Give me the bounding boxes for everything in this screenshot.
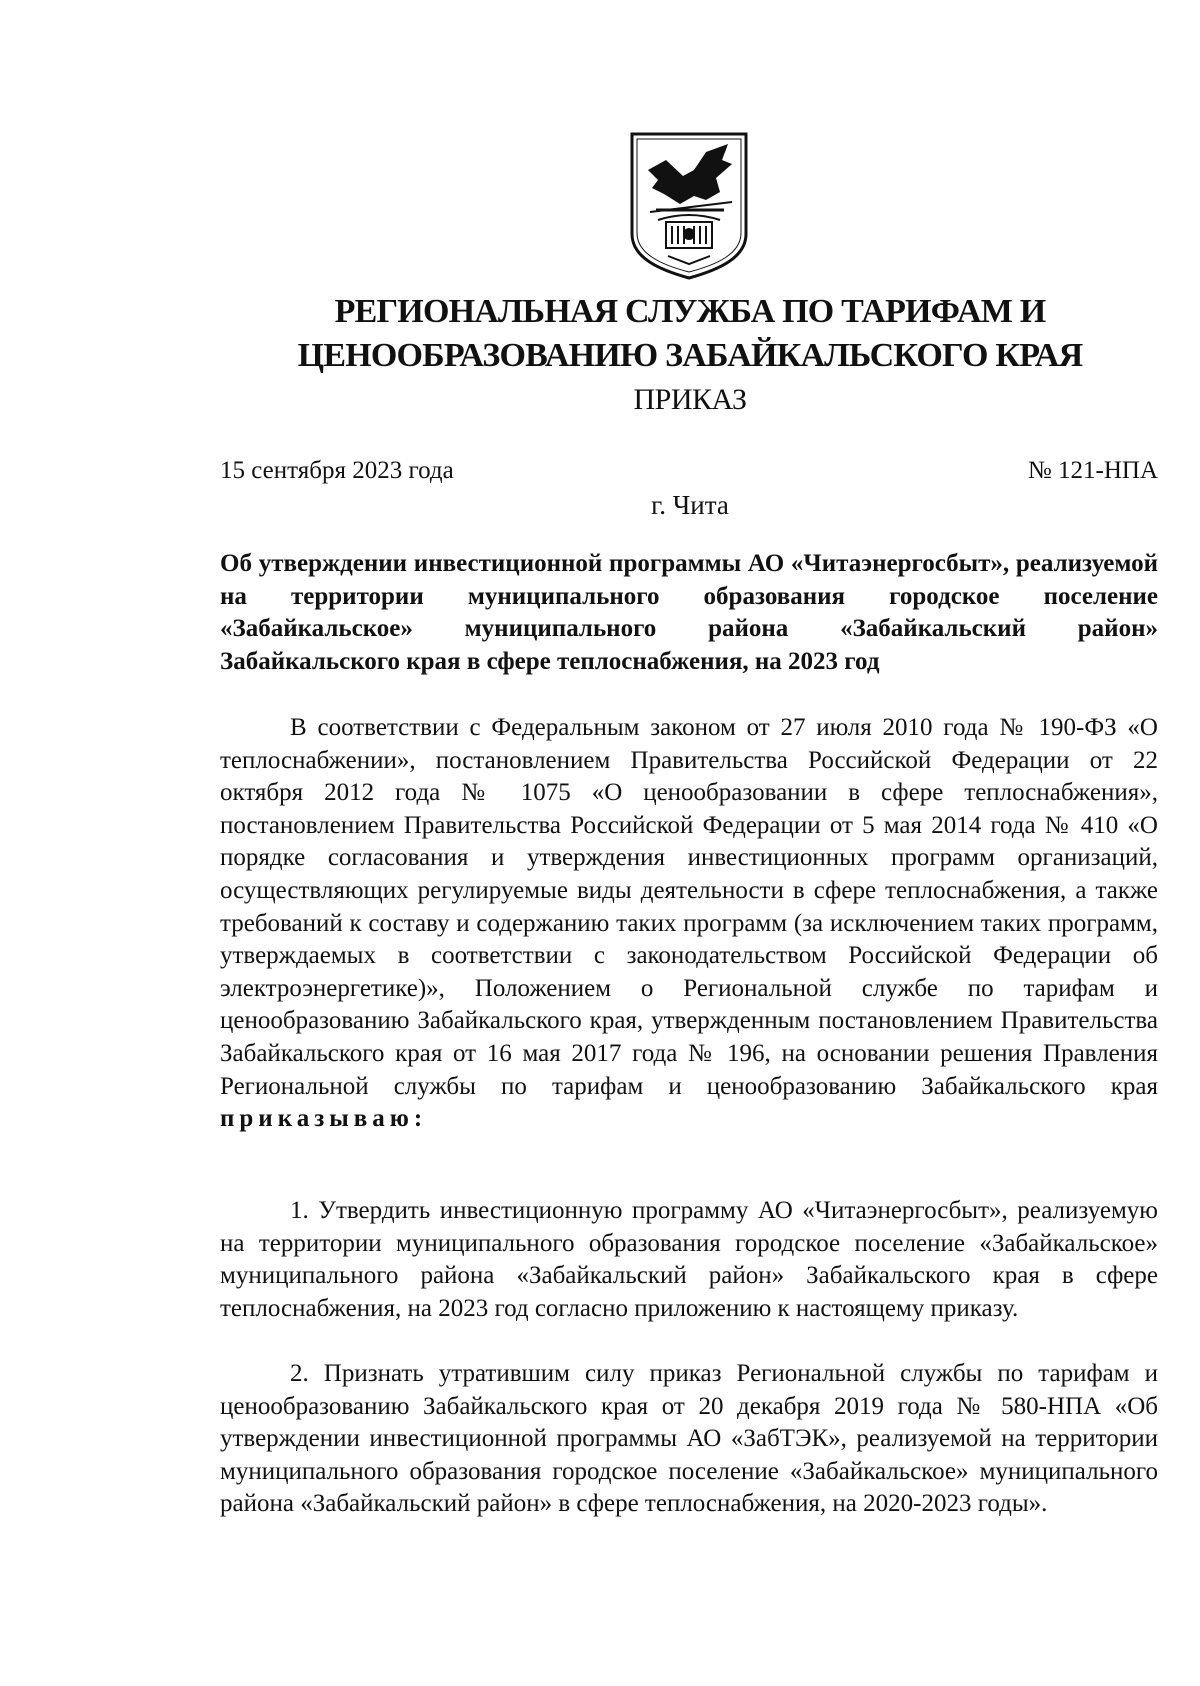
organization-title-line-2: ЦЕНООБРАЗОВАНИЮ ЗАБАЙКАЛЬСКОГО КРАЯ: [297, 337, 1083, 374]
order-item-2: 2. Признать утратившим силу приказ Региональной службы по тарифам и ценообразованию Забайкальского края от 20 декабря 2019 года № 580-НПА «Об утверждении инвестиционной программы АО «ЗабТЭК», реализуемой на территории муниципального образования городское поселение «Забайкальское» муниципального района «Забайкальский район» в сфере теплоснабжения, на 2020-2023 годы».: [220, 1360, 1158, 1518]
document-type: ПРИКАЗ: [633, 383, 747, 416]
document-subject: Об утверждении инвестиционной программы АО «Читаэнергосбыт», реализуемой на территории муниципального образования городское поселение «Забайкальское» муниципального района «Забайкальский район» Забайкальского края в сфере теплоснабжения, на 2023 год: [220, 550, 1158, 675]
document-date: 15 сентября 2023 года: [220, 457, 454, 484]
preamble-text: В соответствии с Федеральным законом от 27 июля 2010 года № 190-ФЗ «О теплоснабжении», постановлением Правительства Российской Федерации от 22 октября 2012 года № 1075 «О ценообразовании в сфере теплоснабжения», постановлением Правительства Российской Федерации от 5 мая 2014 года № 410 «О порядке согласования и утверждения инвестиционных программ организаций, осуществляющих регулируемые виды деятельности в сфере теплоснабжения, а также требований к составу и содержанию таких программ (за исключением таких программ, утверждаемых в соответствии с законодательством Российской Федерации об электроэнергетике)», Положением о Региональной службе по тарифам и ценообразованию Забайкальского края, утвержденным постановлением Правительства Забайкальского края от 16 мая 2017 года № 196, на основании решения Правления Региональной службы по тарифам и ценообразованию Забайкальского края: [220, 714, 1158, 1100]
document-number: № 121-НПА: [1027, 457, 1158, 484]
coat-of-arms-icon: [628, 130, 750, 280]
organization-title-line-1: РЕГИОНАЛЬНАЯ СЛУЖБА ПО ТАРИФАМ И: [334, 293, 1046, 330]
order-item-1: 1. Утвердить инвестиционную программу АО «Читаэнергосбыт», реализуемую на территории муниципального образования городское поселение «Забайкальское» муниципального района «Забайкальский район» Забайкальского края в сфере теплоснабжения, на 2023 год согласно приложению к настоящему приказу.: [220, 1197, 1158, 1322]
organization-title: [220, 290, 1160, 378]
preamble-command: приказываю:: [220, 1105, 428, 1133]
preamble-paragraph: [220, 712, 1158, 1136]
document-city: г. Чита: [651, 490, 729, 520]
